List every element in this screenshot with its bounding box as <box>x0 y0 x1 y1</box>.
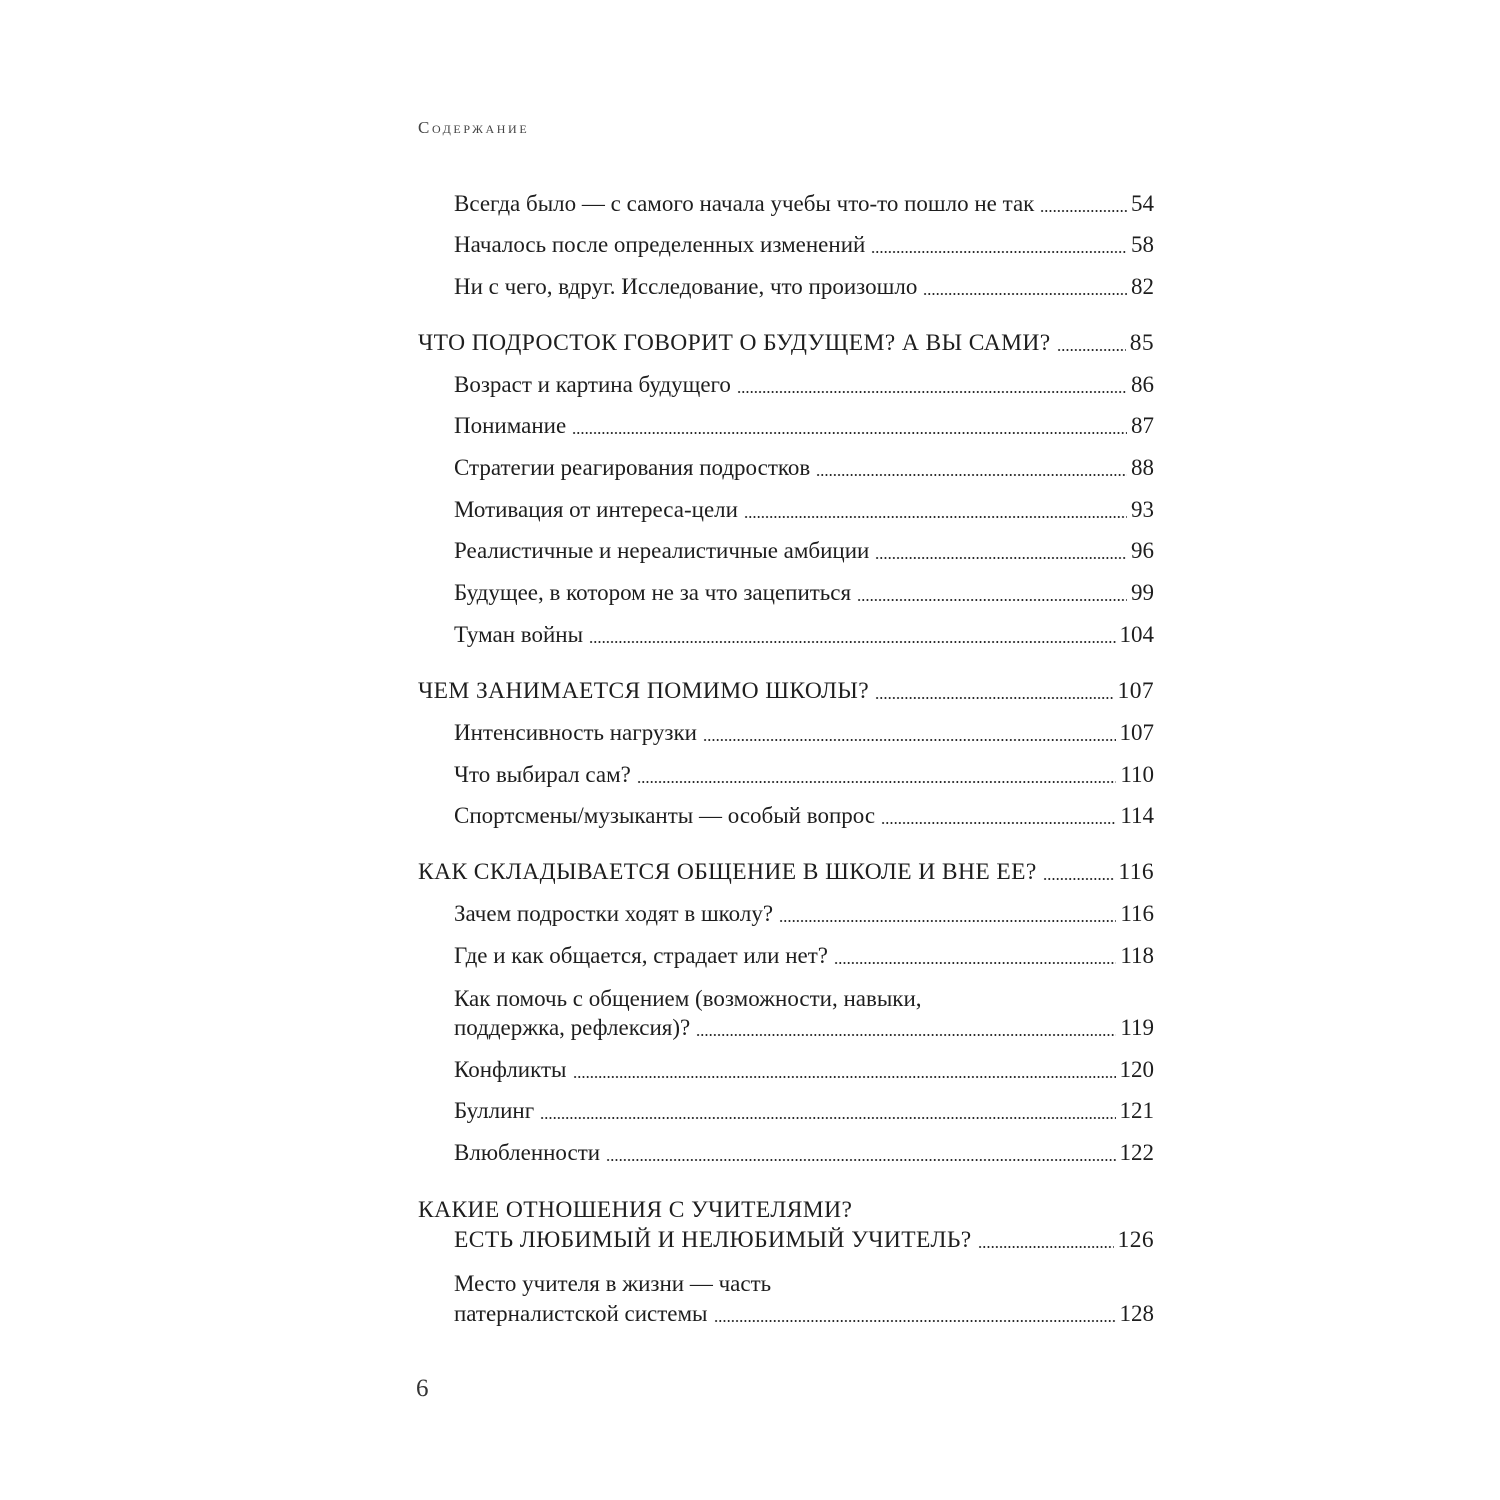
dot-leader <box>1040 210 1127 212</box>
toc-entry[interactable] <box>454 1014 1154 1042</box>
toc-entry-title: Что выбирал сам? <box>454 762 631 787</box>
toc-entry-title-line1: Как помочь с общением (возможности, навыки, <box>454 986 922 1011</box>
toc-entry-title-line2: поддержка, рефлексия)? <box>454 1015 691 1040</box>
toc-entry-title-line1: Место учителя в жизни — часть <box>454 1271 772 1296</box>
toc-entry[interactable] <box>454 1097 1154 1125</box>
dot-leader <box>589 641 1115 643</box>
toc-entry-page: 120 <box>1119 1057 1154 1082</box>
toc-entry-title: Возраст и картина будущего <box>454 372 731 397</box>
toc-entry-title: Туман войны <box>454 622 584 647</box>
dot-leader <box>875 557 1127 559</box>
toc-entry-page: 86 <box>1131 372 1154 397</box>
dot-leader <box>606 1159 1115 1161</box>
toc-chapter-title: КАК СКЛАДЫВАЕТСЯ ОБЩЕНИЕ В ШКОЛЕ И ВНЕ ЕЕ? <box>418 859 1037 885</box>
dot-leader <box>978 1246 1114 1248</box>
toc-entry-title: Конфликты <box>454 1057 567 1082</box>
toc-entry-page: 104 <box>1119 622 1154 647</box>
toc-chapter-title: ЧЕМ ЗАНИМАЕТСЯ ПОМИМО ШКОЛЫ? <box>418 678 870 704</box>
toc-entry[interactable] <box>454 942 1154 970</box>
dot-leader <box>881 822 1116 824</box>
toc-chapter[interactable] <box>418 858 1154 886</box>
toc-entry[interactable] <box>454 412 1154 440</box>
toc-entry[interactable] <box>454 1139 1154 1167</box>
dot-leader <box>857 599 1127 601</box>
toc-entry[interactable] <box>454 190 1154 218</box>
toc-chapter-page: 85 <box>1129 330 1154 356</box>
dot-leader <box>744 516 1127 518</box>
toc-entry-title: Понимание <box>454 413 567 438</box>
toc-entry-title: Ни с чего, вдруг. Исследование, что произошло <box>454 274 918 299</box>
toc-entry-page: 128 <box>1119 1301 1154 1326</box>
running-head: Содержание <box>418 118 530 137</box>
toc-entry-page: 99 <box>1131 580 1154 605</box>
toc-entry-page: 116 <box>1120 901 1154 926</box>
toc-entry[interactable] <box>454 900 1154 928</box>
toc-entry-title: Интенсивность нагрузки <box>454 720 697 745</box>
dot-leader <box>540 1117 1115 1119</box>
toc-entry-page: 122 <box>1119 1140 1154 1165</box>
toc-entry[interactable] <box>454 579 1154 607</box>
table-of-contents <box>418 0 1154 1500</box>
toc-entry[interactable] <box>454 802 1154 830</box>
dot-leader <box>572 432 1127 434</box>
toc-entry-title: Всегда было — с самого начала учебы что-то пошло не так <box>454 191 1035 216</box>
toc-entry-page: 119 <box>1120 1015 1154 1040</box>
toc-chapter[interactable] <box>454 1226 1154 1254</box>
toc-entry-page: 93 <box>1131 497 1154 522</box>
dot-leader <box>703 739 1116 741</box>
toc-entry[interactable] <box>454 231 1154 259</box>
dot-leader <box>1057 349 1126 351</box>
dot-leader <box>573 1076 1116 1078</box>
toc-entry-page: 118 <box>1120 943 1154 968</box>
toc-entry-title: Реалистичные и нереалистичные амбиции <box>454 538 870 563</box>
toc-entry-page: 82 <box>1131 274 1154 299</box>
page-number: 6 <box>416 1375 429 1402</box>
toc-chapter-page: 116 <box>1118 859 1154 885</box>
toc-chapter-title: ЧТО ПОДРОСТОК ГОВОРИТ О БУДУЩЕМ? А ВЫ САМИ? <box>418 330 1051 356</box>
toc-chapter-title-line2: ЕСТЬ ЛЮБИМЫЙ И НЕЛЮБИМЫЙ УЧИТЕЛЬ? <box>454 1227 972 1253</box>
toc-entry-title: Зачем подростки ходят в школу? <box>454 901 774 926</box>
toc-chapter-page: 126 <box>1117 1227 1154 1253</box>
toc-entry-page: 87 <box>1131 413 1154 438</box>
dot-leader <box>871 251 1127 253</box>
toc-entry-title: Стратегии реагирования подростков <box>454 455 811 480</box>
toc-entry-page: 114 <box>1120 803 1154 828</box>
toc-entry[interactable] <box>454 1300 1154 1328</box>
toc-entry-title-line2: патерналистской системы <box>454 1301 708 1326</box>
toc-entry-page: 58 <box>1131 232 1154 257</box>
dot-leader <box>816 474 1127 476</box>
toc-entry-page: 107 <box>1119 720 1154 745</box>
toc-chapter-page: 107 <box>1117 678 1154 704</box>
toc-entry[interactable] <box>454 621 1154 649</box>
toc-entry-title: Где и как общается, страдает или нет? <box>454 943 828 968</box>
dot-leader <box>834 962 1116 964</box>
toc-entry[interactable] <box>454 1056 1154 1084</box>
dot-leader <box>696 1034 1116 1036</box>
toc-entry-page: 54 <box>1131 191 1154 216</box>
toc-chapter[interactable] <box>418 677 1154 705</box>
dot-leader <box>737 391 1127 393</box>
toc-entry[interactable] <box>454 496 1154 524</box>
dot-leader <box>714 1320 1116 1322</box>
dot-leader <box>1043 878 1115 880</box>
toc-entry-title: Буллинг <box>454 1098 535 1123</box>
dot-leader <box>923 293 1127 295</box>
toc-entry-title: Мотивация от интереса-цели <box>454 497 738 522</box>
toc-entry-page: 110 <box>1120 762 1154 787</box>
toc-entry-page: 96 <box>1131 538 1154 563</box>
toc-entry[interactable] <box>454 719 1154 747</box>
toc-entry[interactable] <box>454 371 1154 399</box>
toc-entry-title: Спортсмены/музыканты — особый вопрос <box>454 803 876 828</box>
toc-entry-title: Началось после определенных изменений <box>454 232 866 257</box>
dot-leader <box>637 781 1116 783</box>
toc-chapter-title-line1: КАКИЕ ОТНОШЕНИЯ С УЧИТЕЛЯМИ? <box>418 1197 853 1223</box>
dot-leader <box>875 697 1113 699</box>
toc-entry[interactable] <box>454 761 1154 789</box>
dot-leader <box>779 920 1116 922</box>
toc-entry[interactable] <box>454 273 1154 301</box>
toc-entry-title: Влюбленности <box>454 1140 601 1165</box>
toc-entry-page: 88 <box>1131 455 1154 480</box>
toc-entry[interactable] <box>454 454 1154 482</box>
toc-entry-page: 121 <box>1119 1098 1154 1123</box>
toc-chapter[interactable] <box>418 329 1154 357</box>
toc-entry[interactable] <box>454 537 1154 565</box>
toc-entry-title: Будущее, в котором не за что зацепиться <box>454 580 852 605</box>
